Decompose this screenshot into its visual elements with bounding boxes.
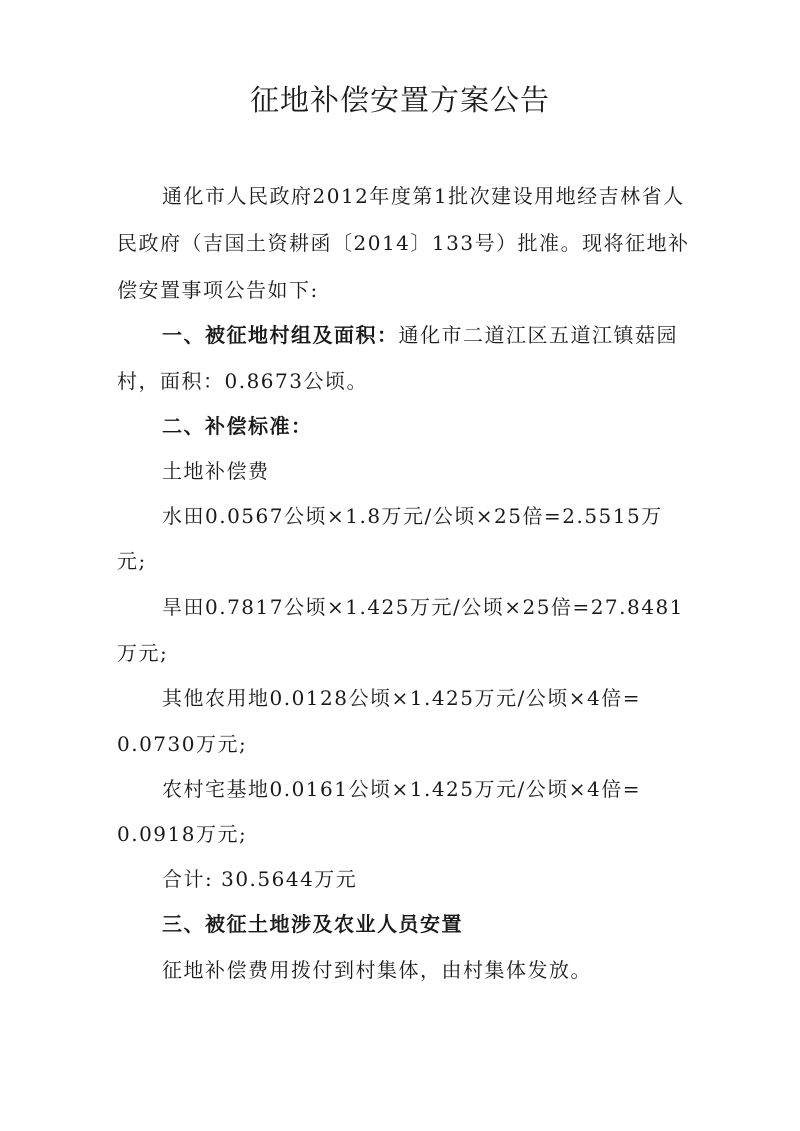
homestead-line-1: 农村宅基地0.0161公顷×1.425万元/公顷×4倍= [162, 777, 641, 801]
section-2-heading: 二、补偿标准： [162, 414, 313, 438]
section-1-heading: 一、被征地村组及面积： [162, 323, 399, 347]
document-title: 征地补偿安置方案公告 [249, 83, 550, 117]
other-line-1: 其他农用地0.0128公顷×1.425万元/公顷×4倍= [162, 686, 641, 710]
total-line: 合计: 30.5644万元 [162, 867, 358, 891]
section-1-line-1 [162, 322, 678, 348]
section-2-subheading: 土地补偿费 [162, 459, 270, 483]
section-3-text: 征地补偿费用拨付到村集体，由村集体发放。 [162, 958, 592, 982]
section-1-line-2: 村，面积：0.8673公顷。 [117, 369, 368, 393]
section-1-text: 通化市二道江区五道江镇菇园 [398, 323, 678, 347]
dry-line-2: 万元; [117, 641, 169, 665]
homestead-line-2: 0.0918万元; [117, 822, 248, 846]
dry-line-1: 旱田0.7817公顷×1.425万元/公顷×25倍=27.8481 [162, 595, 684, 619]
paddy-line-2: 元; [117, 549, 147, 573]
paddy-line-1: 水田0.0567公顷×1.8万元/公顷×25倍=2.5515万 [162, 504, 663, 528]
other-line-2: 0.0730万元; [117, 732, 248, 756]
intro-line-1: 通化市人民政府2012年度第1批次建设用地经吉林省人 [162, 184, 685, 208]
intro-line-2: 民政府（吉国土资耕函〔2014〕133号）批准。现将征地补 [117, 231, 690, 255]
intro-line-3: 偿安置事项公告如下: [117, 278, 319, 302]
section-3-heading: 三、被征土地涉及农业人员安置 [162, 912, 463, 936]
